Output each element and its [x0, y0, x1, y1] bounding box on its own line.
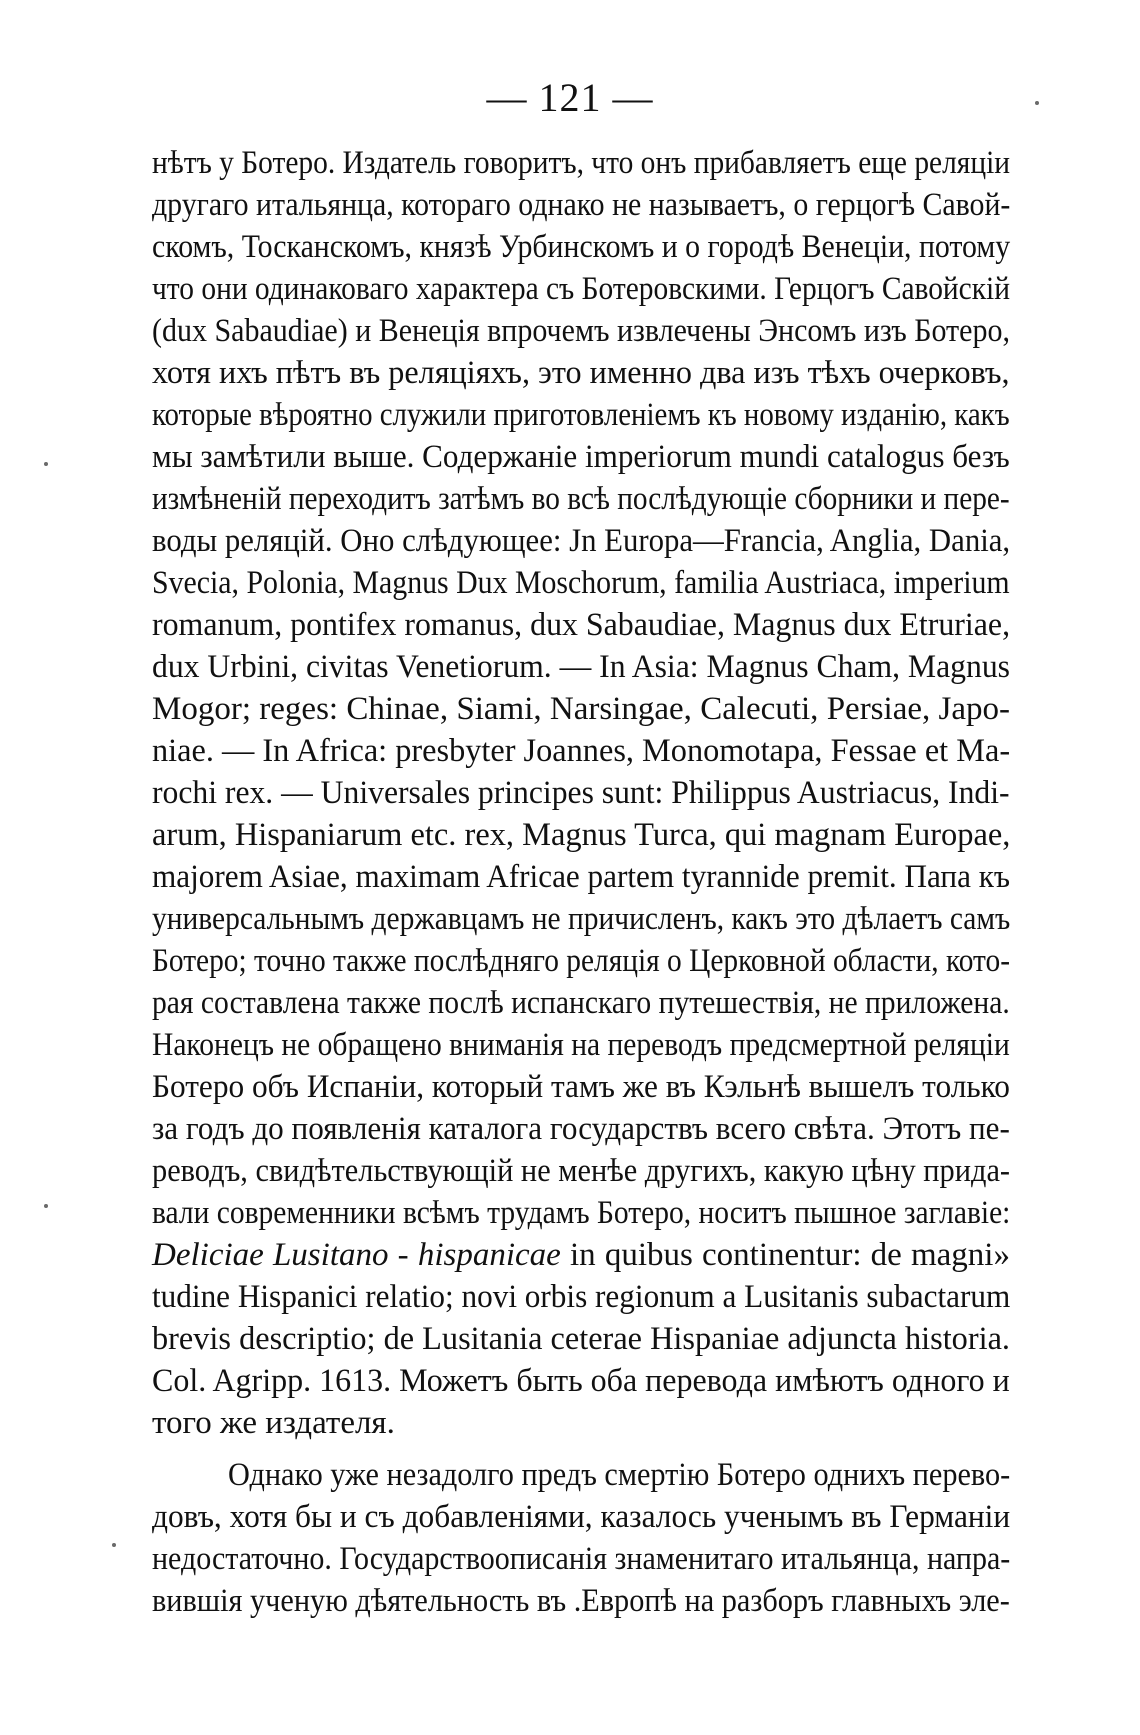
text-line: скомъ, Тосканскомъ, князѣ Урбинскомъ и о городѣ Венеціи, потому: [152, 229, 1011, 265]
text-line: Svecia, Polonia, Magnus Dux Moschorum, familia Austriaca, imperium: [152, 565, 1010, 601]
text-line: хотя ихъ пѣтъ въ реляціяхъ, это именно два изъ тѣхъ очерковъ,: [152, 355, 1010, 391]
text-line: majorem Asiae, maximam Africae partem tyrannide premit. Папа къ: [152, 859, 1010, 895]
text-line: brevis descriptio; de Lusitania ceterae Hispaniae adjuncta historia.: [152, 1321, 1010, 1357]
text-line: того же издателя.: [152, 1405, 395, 1441]
text-line: что они одинаковаго характера съ Ботеровскими. Герцогъ Савойскій: [152, 271, 1010, 307]
text-line: другаго итальянца, котораго однако не называетъ, о герцогѣ Савой-: [152, 187, 1011, 223]
text-line: воды реляцій. Оно слѣдующее: Jn Europa—Francia, Anglia, Dania,: [152, 523, 1011, 559]
text-line: Mogor; reges: Chinae, Siami, Narsingae, Calecuti, Persiae, Japo-: [152, 691, 1010, 727]
paragraph-line: недостаточно. Государствоописанія знаменитаго итальянца, напра-: [152, 1541, 1011, 1577]
text-line: Ботеро объ Испаніи, который тамъ же въ Кэльнѣ вышелъ только: [152, 1069, 1010, 1105]
paragraph-line: вившія ученую дѣятельность въ .Европѣ на разборъ главныхъ эле-: [152, 1583, 1010, 1619]
title-continuation: in quibus continentur: de magni»: [560, 1237, 1010, 1273]
text-line: которые вѣроятно служили приготовленіемъ къ новому изданію, какъ: [152, 397, 1010, 433]
text-line: romanum, pontifex romanus, dux Sabaudiae, Magnus dux Etruriae,: [152, 607, 1011, 643]
text-line: arum, Hispaniarum etc. rex, Magnus Turca, qui magnam Europae,: [152, 817, 1011, 853]
text-line: dux Urbini, civitas Venetiorum. — In Asia: Magnus Cham, Magnus: [152, 649, 1010, 685]
text-line: рая составлена также послѣ испанскаго путешествія, не приложена.: [152, 985, 1010, 1021]
paragraph-line: Однако уже незадолго предъ смертію Ботеро однихъ перево-: [228, 1457, 1011, 1493]
text-line: универсальнымъ державцамъ не причисленъ, какъ это дѣлаетъ самъ: [152, 901, 1011, 937]
text-line: rochi rex. — Universales principes sunt: Philippus Austriacus, Indi-: [152, 775, 1010, 811]
text-line: за годъ до появленія каталога государствъ всего свѣта. Этотъ пе-: [152, 1111, 1010, 1147]
book-title: Deliciae Lusitano - hispanicae: [152, 1237, 561, 1273]
print-speck: [44, 1204, 48, 1208]
title-line: [152, 1235, 1010, 1275]
page-number: — 121 —: [486, 75, 654, 120]
text-line: Col. Agripp. 1613. Можетъ быть оба перевода имѣютъ одного и: [152, 1363, 1010, 1399]
text-line: нѣтъ у Ботеро. Издатель говоритъ, что онъ прибавляетъ еще реляціи: [152, 145, 1011, 181]
print-speck: [44, 462, 48, 466]
text-line: мы замѣтили выше. Содержаніе imperiorum mundi catalogus безъ: [152, 439, 1010, 475]
text-line: Ботеро; точно также послѣдняго реляція о Церковной области, кото-: [152, 943, 1011, 979]
print-speck: [1035, 101, 1039, 105]
paragraph-line: довъ, хотя бы и съ добавленіями, казалось ученымъ въ Германіи: [152, 1499, 1011, 1535]
text-line: tudine Hispanici relatio; novi orbis regionum a Lusitanis subactarum: [152, 1279, 1011, 1315]
print-speck: [112, 1543, 116, 1547]
text-line: реводъ, свидѣтельствующій не менѣе другихъ, какую цѣну прида-: [152, 1153, 1011, 1189]
text-line: niae. — In Africa: presbyter Joannes, Monomotapa, Fessae et Ma-: [152, 733, 1011, 769]
text-line: измѣненій переходитъ затѣмъ во всѣ послѣдующіе сборники и пере-: [152, 481, 1010, 517]
text-line: Наконецъ не обращено вниманія на переводъ предсмертной реляціи: [152, 1027, 1010, 1063]
text-line: вали современники всѣмъ трудамъ Ботеро, носитъ пышное заглавіе:: [152, 1195, 1011, 1231]
text-line: (dux Sabaudiae) и Венеція впрочемъ извлечены Энсомъ изъ Ботеро,: [152, 313, 1010, 349]
